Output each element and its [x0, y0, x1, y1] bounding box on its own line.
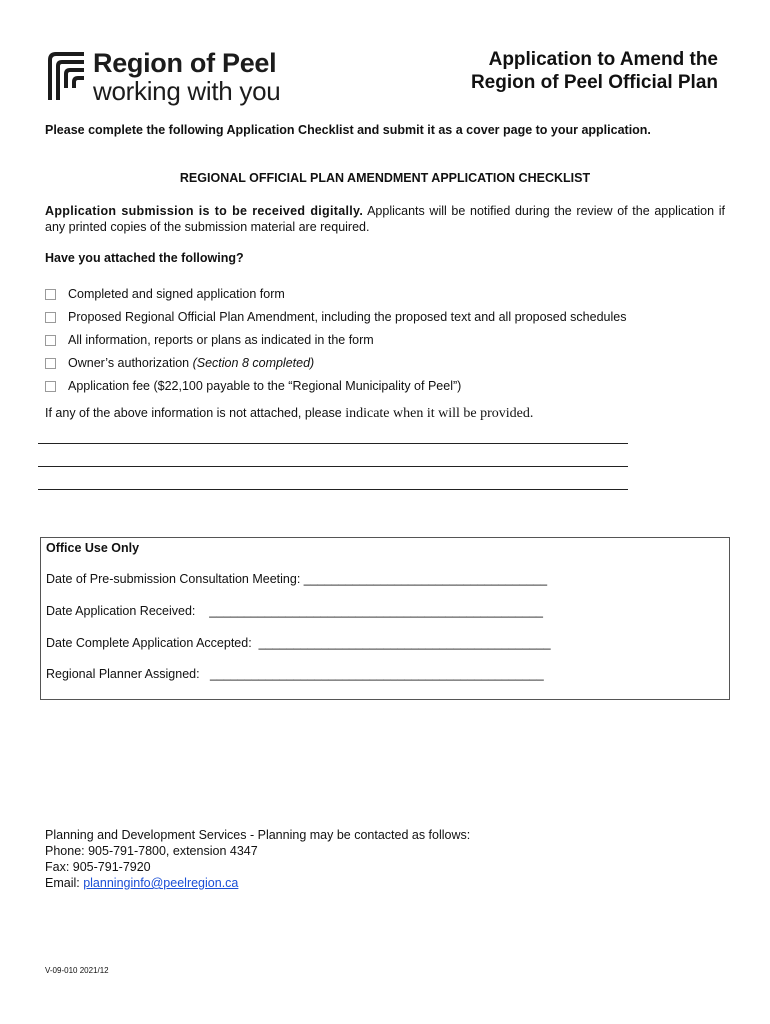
checkbox[interactable]	[45, 358, 56, 369]
checkbox[interactable]	[45, 289, 56, 300]
form-code: V-09-010 2021/12	[45, 966, 109, 975]
peel-logo-icon	[48, 52, 86, 102]
answer-line-3[interactable]	[38, 489, 628, 490]
checklist-heading: REGIONAL OFFICIAL PLAN AMENDMENT APPLICATION CHECKLIST	[179, 171, 591, 185]
office-row-label: Regional Planner Assigned:	[46, 667, 210, 681]
title-line-1: Application to Amend the	[488, 49, 718, 70]
checklist-item-amendment	[45, 305, 626, 328]
office-row-blank[interactable]: ________________________________________________	[209, 604, 543, 618]
office-row-planner-assigned	[46, 667, 544, 681]
checklist	[45, 282, 626, 397]
office-use-box	[40, 537, 730, 700]
logo-tagline: working with you	[93, 76, 281, 106]
submission-note-bold: Application submission is to be received digitally.	[45, 204, 364, 218]
contact-fax: Fax: 905-791-7920	[45, 860, 151, 874]
checklist-item-italic: (Section 8 completed)	[192, 355, 315, 370]
office-row-label: Date Complete Application Accepted:	[46, 636, 259, 650]
checklist-item-reports	[45, 328, 626, 351]
logo-brand-name: Region of Peel	[93, 48, 277, 78]
checklist-item-label: Owner’s authorization	[68, 355, 193, 370]
checklist-item-label: Completed and signed application form	[68, 286, 285, 301]
region-of-peel-logo	[48, 50, 308, 110]
office-use-title: Office Use Only	[46, 541, 140, 555]
missing-note-part2: indicate when it will be provided.	[345, 406, 534, 421]
contact-info	[45, 827, 470, 891]
checkbox[interactable]	[45, 381, 56, 392]
contact-email-row	[45, 875, 470, 891]
document-title	[471, 48, 718, 94]
office-row-consultation-date	[46, 572, 547, 586]
missing-note-part1: If any of the above information is not attached, please	[45, 406, 346, 420]
answer-line-2[interactable]	[38, 466, 628, 467]
office-row-blank[interactable]: ___________________________________	[303, 572, 548, 586]
checklist-item-application-fee	[45, 374, 626, 397]
contact-phone: Phone: 905-791-7800, extension 4347	[45, 844, 258, 858]
missing-info-note	[45, 406, 533, 422]
checkbox[interactable]	[45, 312, 56, 323]
attachment-question: Have you attached the following?	[45, 251, 244, 265]
contact-email-label: Email:	[45, 876, 84, 890]
checkbox[interactable]	[45, 335, 56, 346]
office-row-blank[interactable]: __________________________________________	[258, 636, 551, 650]
office-row-accepted-date	[46, 636, 551, 650]
contact-intro: Planning and Development Services - Planning may be contacted as follows:	[45, 828, 471, 842]
submission-note-rest: Applicants will be notified during the review of the application if any printed copies of the submission material are required.	[45, 204, 725, 234]
instruction-text: Please complete the following Application Checklist and submit it as a cover page to your application.	[45, 123, 651, 137]
checklist-item-label: Application fee ($22,100 payable to the “Regional Municipality of Peel”)	[68, 378, 462, 393]
office-row-label: Date of Pre-submission Consultation Meeting:	[46, 572, 304, 586]
checklist-item-label: Proposed Regional Official Plan Amendment, including the proposed text and all proposed schedules	[68, 309, 627, 324]
office-row-blank[interactable]: ________________________________________________	[210, 667, 544, 681]
office-row-label: Date Application Received:	[46, 604, 210, 618]
submission-note	[45, 203, 725, 235]
answer-line-1[interactable]	[38, 443, 628, 444]
office-row-received-date	[46, 604, 543, 618]
checklist-item-application-form	[45, 282, 626, 305]
contact-email-link[interactable]: planninginfo@peelregion.ca	[83, 876, 239, 890]
checklist-item-owner-authorization	[45, 351, 626, 374]
title-line-2: Region of Peel Official Plan	[470, 72, 718, 93]
checklist-item-label: All information, reports or plans as indicated in the form	[68, 332, 374, 347]
